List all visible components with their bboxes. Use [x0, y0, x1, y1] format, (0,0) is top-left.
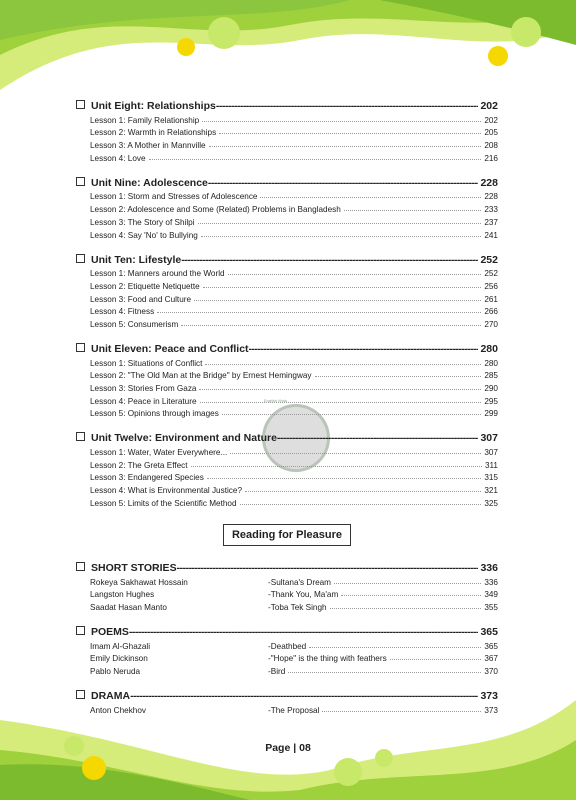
- entry-row: [76, 702, 498, 715]
- section-page: 365: [480, 625, 498, 638]
- unit-page: 228: [480, 176, 498, 189]
- checkbox-icon: [76, 100, 85, 109]
- entry-row: [76, 651, 498, 664]
- unit-title: Unit Nine: Adolescence: [91, 176, 208, 189]
- lesson-row: [76, 304, 498, 317]
- dot-leader: [191, 466, 482, 467]
- yellow-dot-icon: [488, 46, 508, 66]
- table-of-contents: [76, 96, 498, 725]
- entry-row: [76, 599, 498, 612]
- page-footer: [0, 742, 576, 754]
- reading-for-pleasure: [76, 524, 498, 546]
- dot-leader: [334, 583, 481, 584]
- unit-heading: [76, 250, 498, 266]
- entry-row: [76, 638, 498, 651]
- page-separator: |: [293, 742, 297, 754]
- lesson-title: Lesson 5: Opinions through images: [90, 409, 219, 419]
- section-page: 373: [480, 689, 498, 702]
- dot-leader: [309, 647, 481, 648]
- lesson-page: 233: [484, 205, 498, 215]
- dot-leader: [209, 146, 482, 147]
- lesson-title: Lesson 1: Situations of Conflict: [90, 358, 203, 368]
- dot-leader: [198, 223, 482, 224]
- dot-leader: [222, 414, 482, 415]
- dot-leader: [390, 659, 482, 660]
- entry-work: -Bird: [268, 666, 286, 676]
- unit-block: [76, 250, 498, 329]
- checkbox-icon: [76, 254, 85, 263]
- lesson-row: [76, 137, 498, 150]
- dot-leader: [344, 210, 482, 211]
- lesson-page: 228: [484, 192, 498, 202]
- dot-leader: [341, 595, 481, 596]
- section-title: DRAMA: [91, 689, 131, 702]
- lesson-row: [76, 278, 498, 291]
- dot-leader: [199, 389, 481, 390]
- unit-heading: [76, 339, 498, 355]
- dot-leader: [219, 133, 481, 134]
- lesson-title: Lesson 4: Peace in Literature: [90, 396, 197, 406]
- lesson-page: 280: [484, 358, 498, 368]
- dot-leader: [245, 491, 481, 492]
- lesson-row: [76, 291, 498, 304]
- lesson-title: Lesson 2: Warmth in Relationships: [90, 128, 217, 138]
- lesson-title: Lesson 3: Food and Culture: [90, 294, 192, 304]
- lesson-row: [76, 189, 498, 202]
- dash-leader: [216, 100, 479, 112]
- green-dot-icon: [511, 17, 541, 47]
- unit-title: Unit Twelve: Environment and Nature: [91, 432, 277, 445]
- dash-leader: [130, 690, 478, 702]
- lesson-page: 252: [484, 269, 498, 279]
- lesson-row: [76, 214, 498, 227]
- checkbox-icon: [76, 432, 85, 441]
- entry-work: -"Hope" is the thing with feathers: [268, 654, 387, 664]
- dot-leader: [315, 376, 482, 377]
- dash-leader: [181, 254, 478, 266]
- dot-leader: [181, 325, 481, 326]
- entry-page: 336: [484, 577, 498, 587]
- entry-author: Langston Hughes: [90, 590, 155, 600]
- lesson-row: [76, 150, 498, 163]
- lesson-page: 285: [484, 371, 498, 381]
- lesson-title: Lesson 3: Endangered Species: [90, 473, 204, 483]
- lesson-title: Lesson 3: A Mother in Mannville: [90, 141, 206, 151]
- lesson-page: 299: [484, 409, 498, 419]
- reading-for-pleasure-title: Reading for Pleasure: [223, 524, 351, 546]
- green-dot-icon: [208, 17, 240, 49]
- lesson-page: 237: [484, 217, 498, 227]
- unit-page: 280: [480, 342, 498, 355]
- dot-leader: [205, 364, 481, 365]
- dot-leader: [194, 300, 481, 301]
- entry-work: -Toba Tek Singh: [268, 602, 327, 612]
- dot-leader: [330, 608, 482, 609]
- watermark-text: English Moja: [264, 398, 287, 403]
- lesson-page: 311: [484, 460, 498, 470]
- lesson-row: [76, 457, 498, 470]
- section-block: [76, 558, 498, 612]
- lesson-page: 202: [484, 115, 498, 125]
- entry-row: [76, 587, 498, 600]
- dot-leader: [203, 287, 482, 288]
- lesson-title: Lesson 5: Consumerism: [90, 319, 179, 329]
- lesson-title: Lesson 3: Stories From Gaza: [90, 384, 197, 393]
- dash-leader: [277, 432, 479, 444]
- lesson-title: Lesson 5: Limits of the Scientific Method: [90, 498, 237, 508]
- lesson-row: [76, 380, 498, 393]
- dot-leader: [230, 453, 481, 454]
- entry-author: Rokeya Sakhawat Hossain: [90, 577, 188, 587]
- dot-leader: [149, 159, 482, 160]
- lesson-row: [76, 495, 498, 508]
- lesson-row: [76, 266, 498, 279]
- entry-page: 370: [484, 666, 498, 676]
- unit-block: [76, 173, 498, 240]
- lesson-page: 216: [484, 153, 498, 163]
- dot-leader: [322, 711, 481, 712]
- entry-page: 355: [484, 602, 498, 612]
- lesson-row: [76, 316, 498, 329]
- dot-leader: [288, 672, 481, 673]
- dot-leader: [240, 504, 482, 505]
- section-block: [76, 686, 498, 715]
- lesson-title: Lesson 4: What is Environmental Justice?: [90, 486, 242, 496]
- entry-page: 349: [484, 590, 498, 600]
- unit-title: Unit Ten: Lifestyle: [91, 253, 182, 266]
- sections-list: [76, 558, 498, 715]
- entry-work: -Thank You, Ma'am: [268, 590, 339, 600]
- section-title: SHORT STORIES: [91, 561, 177, 574]
- dash-leader: [177, 562, 479, 574]
- unit-title: Unit Eleven: Peace and Conflict: [91, 342, 249, 355]
- lesson-title: Lesson 1: Water, Water Everywhere...: [90, 448, 228, 458]
- lesson-title: Lesson 2: "The Old Man at the Bridge" by Ernest Hemingway: [90, 371, 312, 381]
- section-heading: [76, 622, 498, 638]
- entry-author: Anton Chekhov: [90, 705, 146, 715]
- dot-leader: [200, 402, 482, 403]
- lesson-title: Lesson 1: Storm and Stresses of Adolescence: [90, 192, 258, 202]
- section-page: 336: [480, 561, 498, 574]
- dash-leader: [249, 343, 479, 355]
- lesson-row: [76, 112, 498, 125]
- entry-author: Pablo Neruda: [90, 666, 141, 676]
- entry-row: [76, 663, 498, 676]
- checkbox-icon: [76, 177, 85, 186]
- lesson-page: 208: [484, 141, 498, 151]
- unit-title: Unit Eight: Relationships: [91, 100, 216, 112]
- entry-page: 365: [484, 641, 498, 651]
- checkbox-icon: [76, 690, 85, 699]
- lesson-title: Lesson 4: Love: [90, 153, 146, 163]
- units-list: [76, 96, 498, 508]
- unit-block: [76, 339, 498, 418]
- dot-leader: [207, 478, 482, 479]
- lesson-page: 261: [484, 294, 498, 304]
- green-dot-icon: [334, 758, 362, 786]
- lesson-title: Lesson 3: The Story of Shilpi: [90, 217, 195, 227]
- dash-leader: [129, 626, 479, 638]
- lesson-row: [76, 393, 498, 406]
- entry-page: 373: [484, 705, 498, 715]
- dot-leader: [202, 121, 481, 122]
- unit-heading: [76, 96, 498, 112]
- section-heading: [76, 558, 498, 574]
- dot-leader: [260, 197, 481, 198]
- lesson-row: [76, 125, 498, 138]
- yellow-dot-icon: [177, 38, 195, 56]
- lesson-row: [76, 406, 498, 419]
- entry-work: -The Proposal: [268, 705, 320, 715]
- lesson-row: [76, 444, 498, 457]
- unit-block: [76, 428, 498, 507]
- lesson-page: 307: [484, 448, 498, 458]
- lesson-row: [76, 482, 498, 495]
- lesson-title: Lesson 1: Family Relationship: [90, 115, 200, 125]
- entry-author: Imam Al-Ghazali: [90, 641, 151, 651]
- page-number: 08: [299, 742, 311, 754]
- unit-page: 202: [480, 100, 498, 112]
- entry-author: Emily Dickinson: [90, 654, 148, 664]
- entry-row: [76, 574, 498, 587]
- unit-heading: [76, 428, 498, 444]
- lesson-title: Lesson 4: Say 'No' to Bullying: [90, 230, 198, 240]
- lesson-page: 270: [484, 319, 498, 329]
- lesson-page: 266: [484, 307, 498, 317]
- unit-heading: [76, 173, 498, 189]
- dot-leader: [228, 274, 482, 275]
- lesson-page: 325: [484, 498, 498, 508]
- section-block: [76, 622, 498, 676]
- lesson-title: Lesson 1: Manners around the World: [90, 269, 225, 279]
- yellow-dot-icon: [82, 756, 106, 780]
- lesson-row: [76, 227, 498, 240]
- lesson-page: 205: [484, 128, 498, 138]
- section-title: POEMS: [91, 625, 129, 638]
- checkbox-icon: [76, 343, 85, 352]
- unit-block: [76, 96, 498, 163]
- unit-page: 307: [480, 432, 498, 445]
- lesson-page: 241: [484, 230, 498, 240]
- checkbox-icon: [76, 562, 85, 571]
- dot-leader: [157, 312, 481, 313]
- lesson-row: [76, 355, 498, 368]
- dot-leader: [201, 236, 482, 237]
- lesson-page: 321: [484, 486, 498, 496]
- lesson-page: 256: [484, 281, 498, 291]
- entry-page: 367: [484, 654, 498, 664]
- entry-author: Saadat Hasan Manto: [90, 602, 167, 612]
- checkbox-icon: [76, 626, 85, 635]
- lesson-title: Lesson 2: Adolescence and Some (Related) Problems in Bangladesh: [90, 205, 341, 215]
- section-heading: [76, 686, 498, 702]
- lesson-title: Lesson 4: Fitness: [90, 307, 155, 317]
- lesson-page: 315: [484, 473, 498, 483]
- page-label: Page: [265, 742, 291, 754]
- lesson-title: Lesson 2: The Greta Effect: [90, 460, 188, 470]
- entry-work: -Deathbed: [268, 641, 307, 651]
- lesson-title: Lesson 2: Etiquette Netiquette: [90, 281, 200, 291]
- lesson-row: [76, 470, 498, 483]
- dash-leader: [208, 177, 479, 189]
- unit-page: 252: [480, 253, 498, 266]
- entry-work: -Sultana's Dream: [268, 577, 331, 587]
- lesson-row: [76, 368, 498, 381]
- lesson-row: [76, 201, 498, 214]
- lesson-page: 295: [484, 396, 498, 406]
- lesson-page: 290: [484, 384, 498, 393]
